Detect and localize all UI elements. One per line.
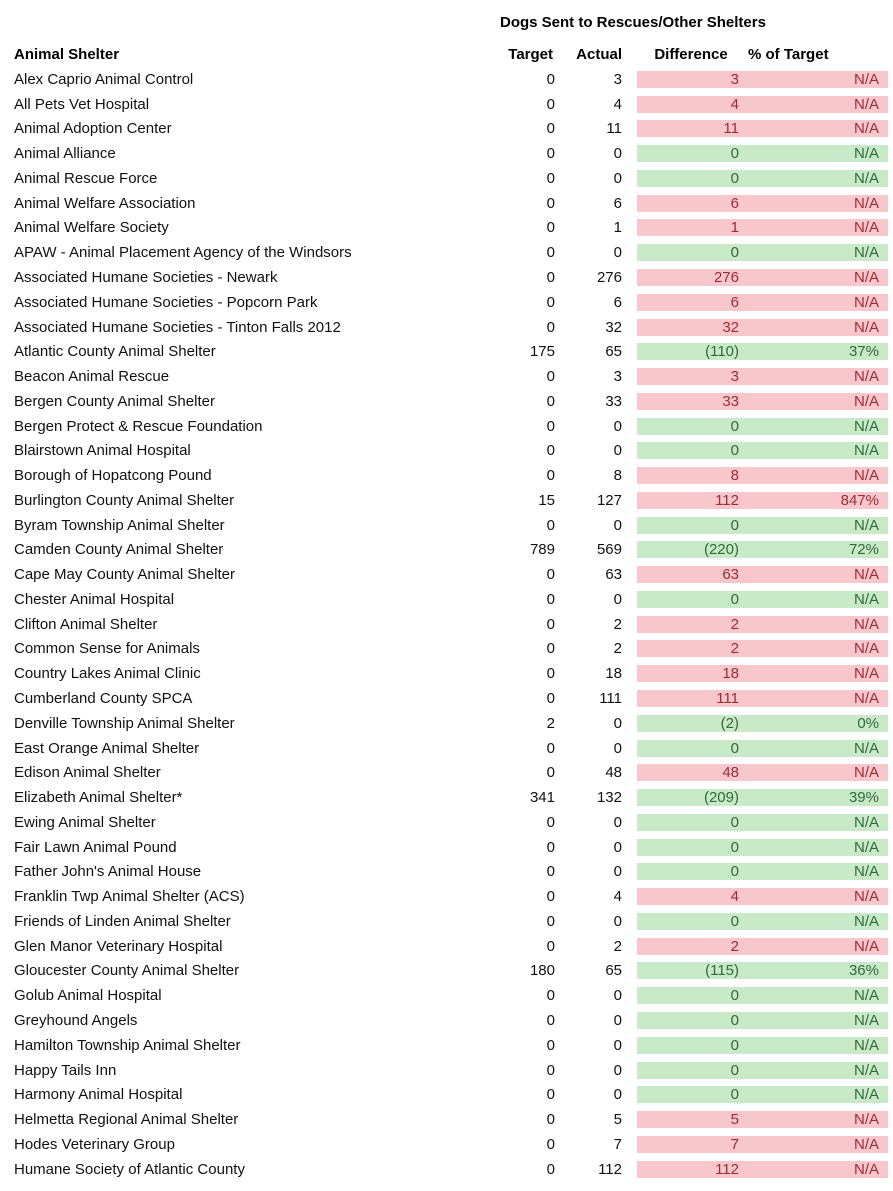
pct-target-cell: N/A [745,319,888,336]
pct-target-cell: N/A [745,987,888,1004]
pct-target-cell: N/A [745,418,888,435]
table-row [0,1033,888,1058]
table-row [0,438,888,463]
pct-target-cell: N/A [745,888,888,905]
actual-cell: 0 [613,1086,622,1104]
shelter-name-cell: Animal Alliance [14,145,116,163]
target-cell: 0 [546,566,555,584]
pct-target-cell: N/A [745,195,888,212]
table-row [0,1132,888,1157]
actual-cell: 0 [613,739,622,757]
pct-target-cell: N/A [745,120,888,137]
actual-cell: 0 [613,590,622,608]
pct-target-cell: N/A [745,566,888,583]
difference-cell: 0 [637,244,745,261]
target-cell: 0 [546,120,555,138]
shelter-name-cell: Associated Humane Societies - Popcorn Park [14,293,318,311]
actual-cell: 3 [613,368,622,386]
target-cell: 15 [538,491,555,509]
actual-cell: 0 [613,1061,622,1079]
pct-target-cell: N/A [745,1086,888,1103]
difference-cell: 5 [637,1111,745,1128]
table-row [0,315,888,340]
target-cell: 0 [546,442,555,460]
shelter-name-cell: Edison Animal Shelter [14,764,161,782]
target-cell: 0 [546,219,555,237]
difference-cell: 2 [637,640,745,657]
difference-cell: 6 [637,294,745,311]
difference-cell: (220) [637,541,745,558]
target-cell: 0 [546,937,555,955]
pct-target-cell: N/A [745,740,888,757]
table-row [0,513,888,538]
column-header-pct-of-target: % of Target [748,46,829,63]
actual-cell: 0 [613,1011,622,1029]
pct-target-cell: N/A [745,764,888,781]
difference-cell: 111 [637,690,745,707]
actual-cell: 65 [605,343,622,361]
column-header-target: Target [508,46,553,63]
table-row [0,141,888,166]
target-cell: 0 [546,665,555,683]
pct-target-cell: N/A [745,294,888,311]
table-row [0,117,888,142]
table-row [0,1082,888,1107]
difference-cell: 276 [637,269,745,286]
actual-cell: 0 [613,169,622,187]
difference-cell: 63 [637,566,745,583]
shelter-name-cell: Associated Humane Societies - Newark [14,269,278,286]
table-row [0,1008,888,1033]
pct-target-cell: N/A [745,1136,888,1153]
difference-cell: 0 [637,170,745,187]
target-cell: 0 [546,838,555,856]
target-cell: 0 [546,1160,555,1178]
shelter-name-cell: Borough of Hopatcong Pound [14,467,212,485]
actual-cell: 2 [613,937,622,955]
target-cell: 0 [546,1135,555,1153]
difference-cell: 2 [637,616,745,633]
shelter-name-cell: Animal Rescue Force [14,169,158,187]
difference-cell: 33 [637,393,745,410]
table-row [0,463,888,488]
actual-cell: 5 [613,1111,622,1129]
target-cell: 0 [546,1061,555,1079]
difference-cell: 3 [637,368,745,385]
shelter-name-cell: Happy Tails Inn [14,1061,117,1079]
table-row [0,884,888,909]
difference-cell: (209) [637,789,745,806]
target-cell: 0 [546,690,555,708]
shelter-name-cell: Franklin Twp Animal Shelter (ACS) [14,888,245,906]
difference-cell: 0 [637,591,745,608]
actual-cell: 276 [596,269,622,286]
actual-cell: 0 [613,838,622,856]
target-cell: 789 [529,541,555,559]
shelter-name-cell: Country Lakes Animal Clinic [14,665,201,683]
table-row [0,835,888,860]
difference-cell: (110) [637,343,745,360]
pct-target-cell: 37% [745,343,888,360]
target-cell: 0 [546,813,555,831]
actual-cell: 48 [605,764,622,782]
actual-cell: 2 [613,640,622,658]
target-cell: 0 [546,739,555,757]
pct-target-cell: 39% [745,789,888,806]
actual-cell: 0 [613,714,622,732]
pct-target-cell: N/A [745,1111,888,1128]
actual-cell: 132 [596,789,622,807]
table-row [0,760,888,785]
shelter-name-cell: Denville Township Animal Shelter [14,714,235,732]
difference-cell: 2 [637,938,745,955]
pct-target-cell: N/A [745,96,888,113]
target-cell: 0 [546,615,555,633]
target-cell: 0 [546,863,555,881]
table-group-title: Dogs Sent to Rescues/Other Shelters [500,14,766,31]
difference-cell: 1 [637,219,745,236]
target-cell: 0 [546,516,555,534]
difference-cell: 48 [637,764,745,781]
shelter-name-cell: Chester Animal Hospital [14,590,175,608]
table-row [0,686,888,711]
column-header-actual: Actual [576,46,622,63]
shelter-name-cell: Fair Lawn Animal Pound [14,838,177,856]
pct-target-cell: 72% [745,541,888,558]
target-cell: 0 [546,145,555,163]
target-cell: 0 [546,95,555,113]
pct-target-cell: N/A [745,814,888,831]
difference-cell: 0 [637,1012,745,1029]
table-row [0,983,888,1008]
table-row [0,92,888,117]
target-cell: 0 [546,467,555,485]
target-cell: 0 [546,368,555,386]
shelter-name-cell: Cumberland County SPCA [14,690,193,708]
target-cell: 0 [546,169,555,187]
actual-cell: 4 [613,95,622,113]
table-row [0,959,888,984]
actual-cell: 11 [606,120,622,138]
table-row [0,785,888,810]
difference-cell: 18 [637,665,745,682]
shelter-name-cell: Common Sense for Animals [14,640,200,658]
target-cell: 0 [546,987,555,1005]
pct-target-cell: N/A [745,244,888,261]
shelter-name-cell: All Pets Vet Hospital [14,95,150,113]
pct-target-cell: N/A [745,219,888,236]
table-row [0,166,888,191]
shelter-name-cell: Humane Society of Atlantic County [14,1160,245,1178]
actual-cell: 7 [613,1135,622,1153]
target-cell: 0 [546,293,555,311]
table-row [0,364,888,389]
actual-cell: 0 [613,1036,622,1054]
column-header-difference: Difference [654,46,728,63]
actual-cell: 6 [613,194,622,212]
target-cell: 0 [546,417,555,435]
difference-cell: (2) [637,715,745,732]
shelter-name-cell: Harmony Animal Hospital [14,1086,183,1104]
table-body [0,67,888,1181]
table-row [0,290,888,315]
actual-cell: 6 [613,293,622,311]
actual-cell: 3 [613,70,622,88]
pct-target-cell: N/A [745,1062,888,1079]
target-cell: 0 [546,1086,555,1104]
shelter-name-cell: Camden County Animal Shelter [14,541,224,559]
pct-target-cell: N/A [745,442,888,459]
shelter-name-cell: Hodes Veterinary Group [14,1135,175,1153]
shelter-name-cell: APAW - Animal Placement Agency of the Windsors [14,244,352,262]
pct-target-cell: N/A [745,517,888,534]
actual-cell: 0 [613,912,622,930]
target-cell: 0 [546,194,555,212]
difference-cell: 0 [637,913,745,930]
pct-target-cell: 36% [745,962,888,979]
difference-cell: 0 [637,1086,745,1103]
table-row [0,414,888,439]
target-cell: 180 [529,962,555,980]
shelter-name-cell: Hamilton Township Animal Shelter [14,1036,241,1054]
target-cell: 0 [546,888,555,906]
difference-cell: 0 [637,442,745,459]
actual-cell: 18 [605,665,622,683]
shelter-name-cell: Ewing Animal Shelter [14,813,156,831]
table-row [0,538,888,563]
actual-cell: 32 [605,318,622,336]
actual-cell: 1 [613,219,622,237]
table-row [0,612,888,637]
actual-cell: 65 [605,962,622,980]
shelter-name-cell: Golub Animal Hospital [14,987,162,1005]
difference-cell: 0 [637,418,745,435]
actual-cell: 0 [613,813,622,831]
difference-cell: 3 [637,71,745,88]
pct-target-cell: N/A [745,665,888,682]
pct-target-cell: N/A [745,1161,888,1178]
difference-cell: 0 [637,814,745,831]
shelter-name-cell: Bergen Protect & Rescue Foundation [14,417,263,435]
target-cell: 0 [546,1111,555,1129]
pct-target-cell: N/A [745,393,888,410]
pct-target-cell: N/A [745,1037,888,1054]
table-row [0,934,888,959]
pct-target-cell: N/A [745,913,888,930]
target-cell: 0 [546,1011,555,1029]
target-cell: 0 [546,392,555,410]
table-row [0,711,888,736]
target-cell: 0 [546,269,555,286]
table-row [0,191,888,216]
pct-target-cell: N/A [745,690,888,707]
pct-target-cell: N/A [745,863,888,880]
difference-cell: 4 [637,96,745,113]
pct-target-cell: N/A [745,368,888,385]
shelter-name-cell: Gloucester County Animal Shelter [14,962,240,980]
difference-cell: (115) [637,962,745,979]
table-row [0,1058,888,1083]
shelter-name-cell: East Orange Animal Shelter [14,739,200,757]
pct-target-cell: 847% [745,492,888,509]
difference-cell: 112 [637,492,745,509]
shelter-name-cell: Animal Adoption Center [14,120,172,138]
actual-cell: 127 [596,491,622,509]
difference-cell: 0 [637,517,745,534]
target-cell: 341 [529,789,555,807]
difference-cell: 8 [637,467,745,484]
pct-target-cell: N/A [745,640,888,657]
pct-target-cell: N/A [745,170,888,187]
table-row [0,661,888,686]
target-cell: 0 [546,318,555,336]
table-row [0,389,888,414]
shelter-name-cell: Animal Welfare Association [14,194,196,212]
target-cell: 0 [546,912,555,930]
table-row [0,860,888,885]
target-cell: 0 [546,640,555,658]
actual-cell: 63 [605,566,622,584]
difference-cell: 6 [637,195,745,212]
shelter-name-cell: Elizabeth Animal Shelter* [14,789,183,807]
target-cell: 0 [546,1036,555,1054]
table-row [0,909,888,934]
actual-cell: 111 [599,690,622,708]
pct-target-cell: N/A [745,1012,888,1029]
shelter-name-cell: Beacon Animal Rescue [14,368,170,386]
actual-cell: 0 [613,863,622,881]
shelter-name-cell: Associated Humane Societies - Tinton Falls 2012 [14,318,341,336]
actual-cell: 0 [613,516,622,534]
shelter-name-cell: Greyhound Angels [14,1011,138,1029]
table-row [0,240,888,265]
difference-cell: 11 [637,120,745,137]
actual-cell: 569 [596,541,622,559]
target-cell: 0 [546,244,555,262]
difference-cell: 32 [637,319,745,336]
pct-target-cell: N/A [745,467,888,484]
shelter-name-cell: Byram Township Animal Shelter [14,516,225,534]
actual-cell: 0 [613,145,622,163]
target-cell: 0 [546,70,555,88]
actual-cell: 0 [613,244,622,262]
difference-cell: 0 [637,839,745,856]
pct-target-cell: 0% [745,715,888,732]
target-cell: 2 [546,714,555,732]
difference-cell: 4 [637,888,745,905]
table-row [0,810,888,835]
table-header-row [0,42,888,67]
actual-cell: 0 [613,987,622,1005]
shelter-name-cell: Glen Manor Veterinary Hospital [14,937,223,955]
shelter-name-cell: Father John's Animal House [14,863,202,881]
shelter-name-cell: Animal Welfare Society [14,219,169,237]
pct-target-cell: N/A [745,269,888,286]
pct-target-cell: N/A [745,591,888,608]
shelter-name-cell: Atlantic County Animal Shelter [14,343,216,361]
actual-cell: 0 [613,442,622,460]
pct-target-cell: N/A [745,145,888,162]
shelter-name-cell: Bergen County Animal Shelter [14,392,215,410]
table-row [0,736,888,761]
table-row [0,587,888,612]
target-cell: 0 [546,764,555,782]
target-cell: 0 [546,590,555,608]
difference-cell: 0 [637,1062,745,1079]
pct-target-cell: N/A [745,938,888,955]
table-row [0,637,888,662]
difference-cell: 0 [637,987,745,1004]
shelter-name-cell: Cape May County Animal Shelter [14,566,235,584]
shelter-name-cell: Blairstown Animal Hospital [14,442,191,460]
actual-cell: 33 [605,392,622,410]
shelter-name-cell: Alex Caprio Animal Control [14,70,194,88]
difference-cell: 112 [637,1161,745,1178]
table-row [0,562,888,587]
table-row [0,339,888,364]
actual-cell: 0 [613,417,622,435]
table-row [0,488,888,513]
table-row [0,1107,888,1132]
difference-cell: 7 [637,1136,745,1153]
table-row [0,67,888,92]
actual-cell: 2 [613,615,622,633]
shelter-name-cell: Clifton Animal Shelter [14,615,158,633]
shelter-name-cell: Burlington County Animal Shelter [14,491,235,509]
actual-cell: 8 [613,467,622,485]
pct-target-cell: N/A [745,71,888,88]
table-row [0,1157,888,1182]
pct-target-cell: N/A [745,616,888,633]
pct-target-cell: N/A [745,839,888,856]
table-row [0,216,888,241]
table-row [0,265,888,290]
target-cell: 175 [529,343,555,361]
column-header-animal-shelter: Animal Shelter [14,46,120,63]
actual-cell: 4 [613,888,622,906]
shelter-name-cell: Helmetta Regional Animal Shelter [14,1111,239,1129]
actual-cell: 112 [598,1160,622,1178]
shelter-name-cell: Friends of Linden Animal Shelter [14,912,231,930]
difference-cell: 0 [637,1037,745,1054]
difference-cell: 0 [637,740,745,757]
difference-cell: 0 [637,863,745,880]
difference-cell: 0 [637,145,745,162]
